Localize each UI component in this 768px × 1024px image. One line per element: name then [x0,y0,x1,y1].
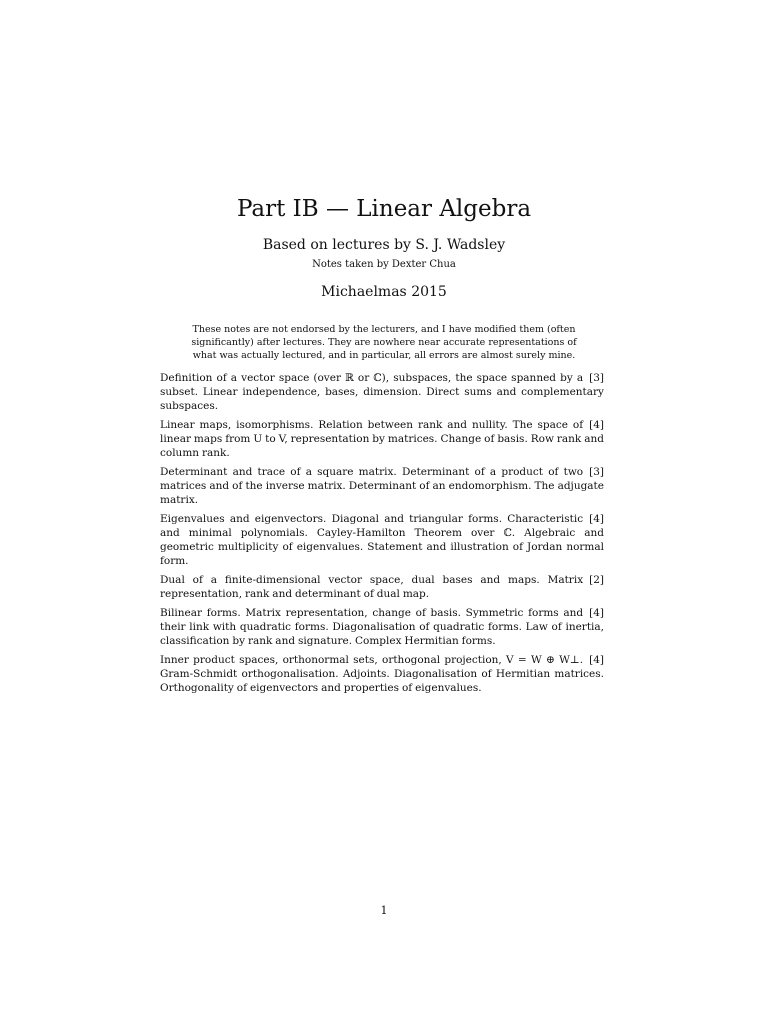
syllabus-item-vector-spaces [160,371,604,413]
syllabus-item-inner-product [160,653,604,695]
syllabus-hours: [3] [589,372,604,384]
syllabus-hours: [2] [589,574,604,586]
syllabus-text: Inner product spaces, orthonormal sets, orthogonal projection, V = W ⊕ W⊥. Gram-Schmidt orthogonalisation. Adjoints. Diagonalisation of Hermitian matrices. Orthogonality of eigenvectors and properties of eigenvalues. [160,654,604,694]
notes-author-line: Notes taken by Dexter Chua [312,259,456,270]
syllabus-hours: [3] [589,466,604,478]
syllabus-item-linear-maps [160,418,604,460]
syllabus-section [160,371,604,700]
syllabus-item-bilinear-forms [160,606,604,648]
disclaimer-paragraph: These notes are not endorsed by the lecturers, and I have modified them (often significantly) after lectures. They are nowhere near accurate representations of what was actually lectured, and in particular, all errors are almost surely mine. [191,324,577,361]
syllabus-item-determinant [160,465,604,507]
syllabus-text: Eigenvalues and eigenvectors. Diagonal and triangular forms. Characteristic and minimal polynomials. Cayley-Hamilton Theorem over ℂ. Algebraic and geometric multiplicity of eigenvalues. Statement and illustration of Jordan normal form. [160,513,604,567]
document-title: Part IB — Linear Algebra [236,196,532,222]
syllabus-hours: [4] [589,513,604,525]
syllabus-text: Linear maps, isomorphisms. Relation between rank and nullity. The space of linear maps from U to V, representation by matrices. Change of basis. Row rank and column rank. [160,419,604,459]
syllabus-item-dual-space [160,573,604,601]
syllabus-text: Determinant and trace of a square matrix. Determinant of a product of two matrices and of the inverse matrix. Determinant of an endomorphism. The adjugate matrix. [160,466,604,506]
syllabus-hours: [4] [589,419,604,431]
syllabus-hours: [4] [589,607,604,619]
term-line: Michaelmas 2015 [321,284,447,300]
syllabus-hours: [4] [589,654,604,666]
syllabus-item-eigenvalues [160,512,604,568]
syllabus-text: Definition of a vector space (over ℝ or ℂ), subspaces, the space spanned by a subset. Linear independence, bases, dimension. Direct sums and complementary subspaces. [160,372,604,412]
syllabus-text: Bilinear forms. Matrix representation, change of basis. Symmetric forms and their link with quadratic forms. Diagonalisation of quadratic forms. Law of inertia, classification by rank and signature. Complex Hermitian forms. [160,607,604,647]
lecturer-line: Based on lectures by S. J. Wadsley [262,237,506,253]
syllabus-text: Dual of a finite-dimensional vector space, dual bases and maps. Matrix representation, rank and determinant of dual map. [160,574,584,600]
page-number: 1 [380,904,388,917]
